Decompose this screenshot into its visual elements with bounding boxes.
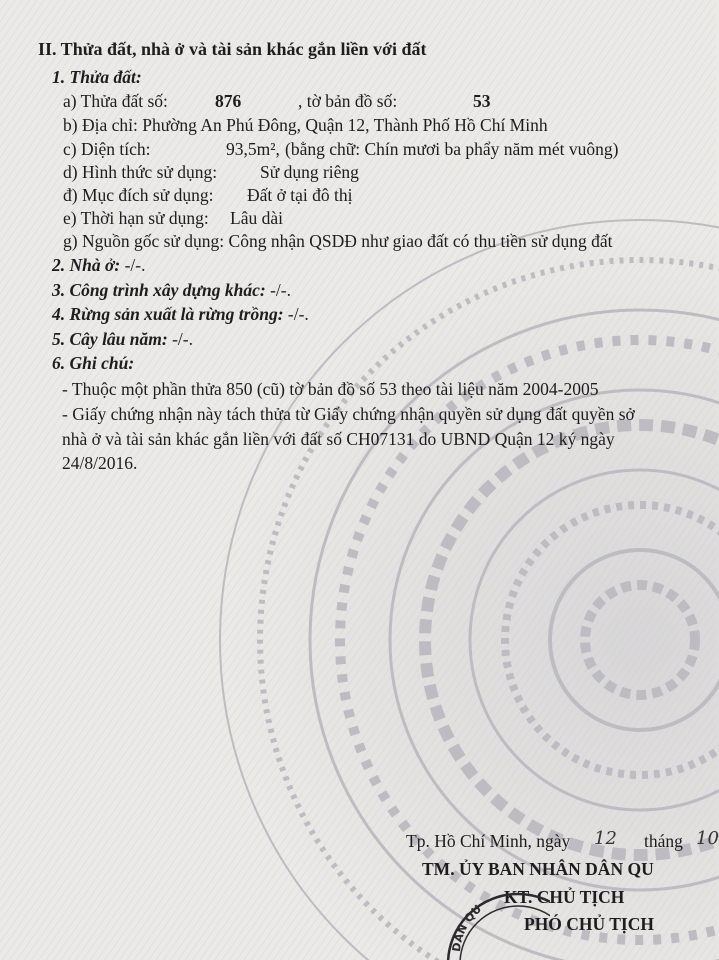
- date-day: 12: [594, 828, 617, 849]
- house-label: 2. Nhà ở:: [52, 255, 121, 275]
- usage-form-label: d) Hình thức sử dụng:: [63, 162, 218, 182]
- section-title: II. Thửa đất, nhà ở và tài sản khác gắn liền với đất: [38, 39, 427, 59]
- place-date: [406, 828, 719, 852]
- usage-purpose-value: Đất ở tại đô thị: [247, 185, 353, 205]
- date-month: 10: [696, 828, 719, 849]
- area-value: 93,5m²,: [226, 139, 280, 159]
- forest-row: [52, 303, 309, 325]
- note-2-line-2: nhà ở và tài sản khác gắn liền với đất số CH07131 do UBND Quận 12 ký ngày: [62, 429, 615, 449]
- land-heading: 1. Thửa đất:: [52, 67, 142, 87]
- forest-label: 4. Rừng sản xuất là rừng trồng:: [52, 304, 284, 324]
- signing-organization: TM. ỦY BAN NHÂN DÂN QU: [422, 859, 654, 879]
- notes-heading: 6. Ghi chú:: [52, 353, 135, 373]
- official-seal: [440, 872, 550, 960]
- map-sheet-value: 53: [473, 91, 491, 111]
- map-sheet-label: , tờ bản đồ số:: [298, 91, 398, 111]
- signer-title-2: PHÓ CHỦ TỊCH: [524, 914, 654, 934]
- svg-text:DÂN QU: [450, 902, 484, 952]
- usage-term-value: Lâu dài: [230, 208, 283, 228]
- house-row: [52, 254, 146, 276]
- construction-value: -/-.: [270, 280, 291, 300]
- address-row: b) Địa chỉ: Phường An Phú Đông, Quận 12, Thành Phố Hồ Chí Minh: [63, 115, 548, 135]
- month-label: tháng: [644, 831, 683, 851]
- note-1: - Thuộc một phần thửa 850 (cũ) tờ bản đồ số 53 theo tài liệu năm 2004-2005: [62, 379, 599, 399]
- place-date-prefix: Tp. Hồ Chí Minh, ngày: [406, 831, 571, 851]
- parcel-number-value: 876: [215, 91, 242, 111]
- usage-origin-row: g) Nguồn gốc sử dụng: Công nhận QSDĐ như giao đất có thu tiền sử dụng đất: [63, 231, 613, 251]
- usage-term-row: [63, 207, 283, 229]
- seal-text: DÂN QU: [449, 902, 485, 953]
- perennial-label: 5. Cây lâu năm:: [52, 329, 168, 349]
- forest-value: -/-.: [287, 304, 309, 324]
- usage-form-value: Sử dụng riêng: [260, 162, 359, 182]
- house-value: -/-.: [124, 255, 146, 275]
- perennial-value: -/-.: [172, 329, 193, 349]
- signer-title-1: KT. CHỦ TỊCH: [504, 887, 625, 907]
- area-row: [63, 138, 619, 160]
- construction-row: [52, 279, 291, 301]
- parcel-number-row: [63, 90, 491, 112]
- area-in-words: (bằng chữ: Chín mươi ba phẩy năm mét vuông): [285, 139, 619, 159]
- note-2-line-1: - Giấy chứng nhận này tách thửa từ Giấy chứng nhận quyền sử dụng đất quyền sở: [62, 404, 635, 424]
- usage-purpose-label: đ) Mục đích sử dụng:: [63, 185, 214, 205]
- usage-form-row: [63, 161, 359, 183]
- parcel-number-label: a) Thửa đất số:: [63, 91, 168, 111]
- area-label: c) Diện tích:: [63, 139, 151, 159]
- usage-purpose-row: [63, 184, 353, 206]
- usage-term-label: e) Thời hạn sử dụng:: [63, 208, 209, 228]
- note-2-line-3: 24/8/2016.: [62, 453, 138, 473]
- construction-label: 3. Công trình xây dựng khác:: [52, 280, 266, 300]
- perennial-row: [52, 328, 193, 350]
